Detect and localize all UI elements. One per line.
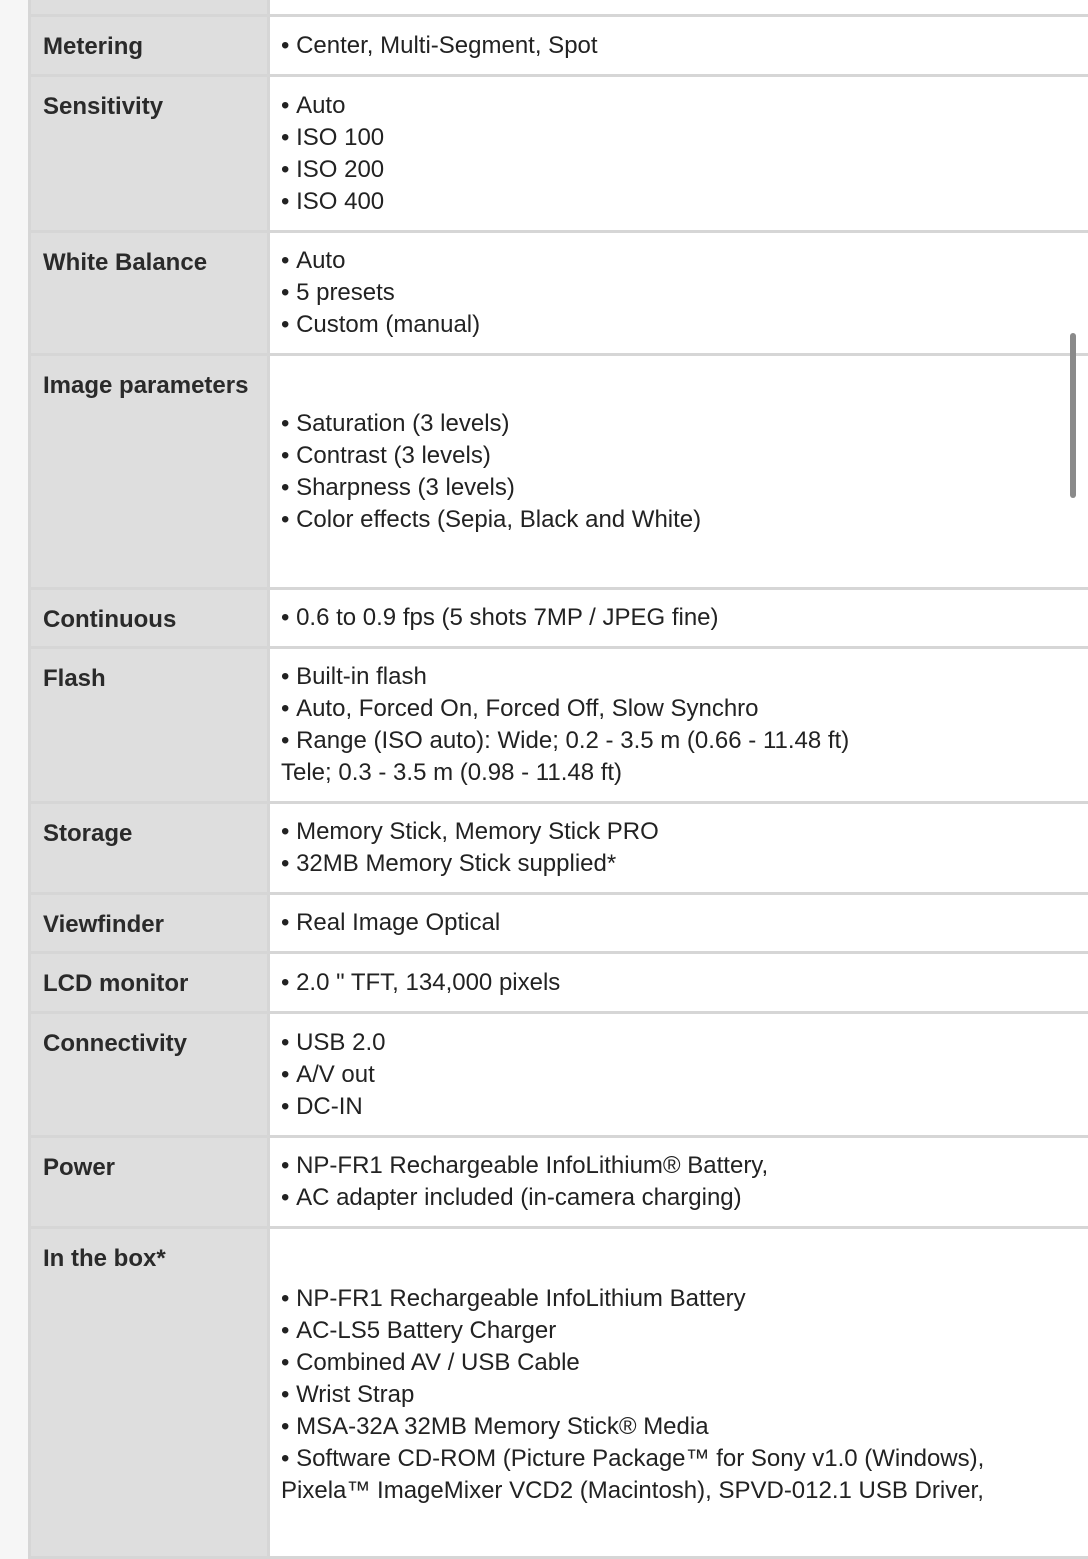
spec-row xyxy=(30,16,1088,76)
spec-value-item: • Auto xyxy=(281,90,1077,122)
spec-row xyxy=(30,648,1088,803)
spec-value xyxy=(269,1137,1088,1228)
spec-value xyxy=(269,355,1088,589)
spec-value-continuation: Pixela™ ImageMixer VCD2 (Macintosh), SPVD-012.1 USB Driver, xyxy=(281,1475,1077,1507)
spec-value-item: • 0.6 to 0.9 fps (5 shots 7MP / JPEG fine) xyxy=(281,602,1077,634)
spec-value-item: • Auto xyxy=(281,245,1077,277)
spec-value xyxy=(269,76,1088,232)
spec-value xyxy=(269,589,1088,648)
spec-value-item: • Memory Stick, Memory Stick PRO xyxy=(281,816,1077,848)
spec-row xyxy=(30,589,1088,648)
spec-value-item: • ISO 100 xyxy=(281,122,1077,154)
spec-value-item: • Saturation (3 levels) xyxy=(281,408,1077,440)
spec-label: Connectivity xyxy=(30,1013,269,1137)
spec-value-item: • Built-in flash xyxy=(281,661,1077,693)
spec-value-item: • MSA-32A 32MB Memory Stick® Media xyxy=(281,1411,1077,1443)
spec-label xyxy=(30,0,269,16)
spec-label: Power xyxy=(30,1137,269,1228)
spec-value-item: • Contrast (3 levels) xyxy=(281,440,1077,472)
spec-row xyxy=(30,1137,1088,1228)
spec-value xyxy=(269,953,1088,1013)
scrollbar[interactable] xyxy=(1070,333,1076,498)
spec-label: Storage xyxy=(30,803,269,894)
spec-value-item: • A/V out xyxy=(281,1059,1077,1091)
spec-value-item: • 32MB Memory Stick supplied* xyxy=(281,848,1077,880)
spec-row xyxy=(30,232,1088,355)
spec-label: Metering xyxy=(30,16,269,76)
spec-value-item: • Combined AV / USB Cable xyxy=(281,1347,1077,1379)
spec-value xyxy=(269,648,1088,803)
spec-value-item: • Software CD-ROM (Picture Package™ for Sony v1.0 (Windows), xyxy=(281,1443,1077,1475)
spec-value-item: • ISO 200 xyxy=(281,154,1077,186)
spec-value-item: • Wrist Strap xyxy=(281,1379,1077,1411)
spec-value-item: • Real Image Optical xyxy=(281,907,1077,939)
spec-value-item: • AC-LS5 Battery Charger xyxy=(281,1315,1077,1347)
spec-value-item: • Color effects (Sepia, Black and White) xyxy=(281,504,1077,536)
spec-value-item: • Center, Multi-Segment, Spot xyxy=(281,30,1077,62)
spec-label: Sensitivity xyxy=(30,76,269,232)
spec-value-item: • 2.0 " TFT, 134,000 pixels xyxy=(281,967,1077,999)
spec-label: LCD monitor xyxy=(30,953,269,1013)
spec-value-item: • Custom (manual) xyxy=(281,309,1077,341)
spec-value xyxy=(269,232,1088,355)
spec-value-item: • AC adapter included (in-camera charging) xyxy=(281,1182,1077,1214)
spec-value xyxy=(269,16,1088,76)
spec-row xyxy=(30,953,1088,1013)
spec-value xyxy=(269,894,1088,953)
specifications-table xyxy=(28,0,1088,1559)
spec-value-item: • Auto, Forced On, Forced Off, Slow Synchro xyxy=(281,693,1077,725)
spec-row xyxy=(30,1228,1088,1558)
spec-value-item: • USB 2.0 xyxy=(281,1027,1077,1059)
spec-row xyxy=(30,803,1088,894)
spec-value-item: • NP-FR1 Rechargeable InfoLithium® Battery, xyxy=(281,1150,1077,1182)
spec-value-item: • ISO 400 xyxy=(281,186,1077,218)
spec-value xyxy=(269,803,1088,894)
spec-label: Image parameters xyxy=(30,355,269,589)
spec-value-item: • Range (ISO auto): Wide; 0.2 - 3.5 m (0.66 - 11.48 ft) xyxy=(281,725,1077,757)
spec-value-continuation: Tele; 0.3 - 3.5 m (0.98 - 11.48 ft) xyxy=(281,757,1077,789)
spec-value xyxy=(269,1013,1088,1137)
spec-row xyxy=(30,1013,1088,1137)
spec-row xyxy=(30,76,1088,232)
spec-value-item: • DC-IN xyxy=(281,1091,1077,1123)
spec-label: In the box* xyxy=(30,1228,269,1558)
spec-row xyxy=(30,0,1088,16)
spec-value-item: • 5 presets xyxy=(281,277,1077,309)
spec-label: Continuous xyxy=(30,589,269,648)
spec-label: White Balance xyxy=(30,232,269,355)
spec-value xyxy=(269,0,1088,16)
spec-row xyxy=(30,355,1088,589)
spec-label: Viewfinder xyxy=(30,894,269,953)
spec-value xyxy=(269,1228,1088,1558)
spec-value-item: • NP-FR1 Rechargeable InfoLithium Battery xyxy=(281,1283,1077,1315)
spec-row xyxy=(30,894,1088,953)
spec-value-item: • Sharpness (3 levels) xyxy=(281,472,1077,504)
spec-label: Flash xyxy=(30,648,269,803)
